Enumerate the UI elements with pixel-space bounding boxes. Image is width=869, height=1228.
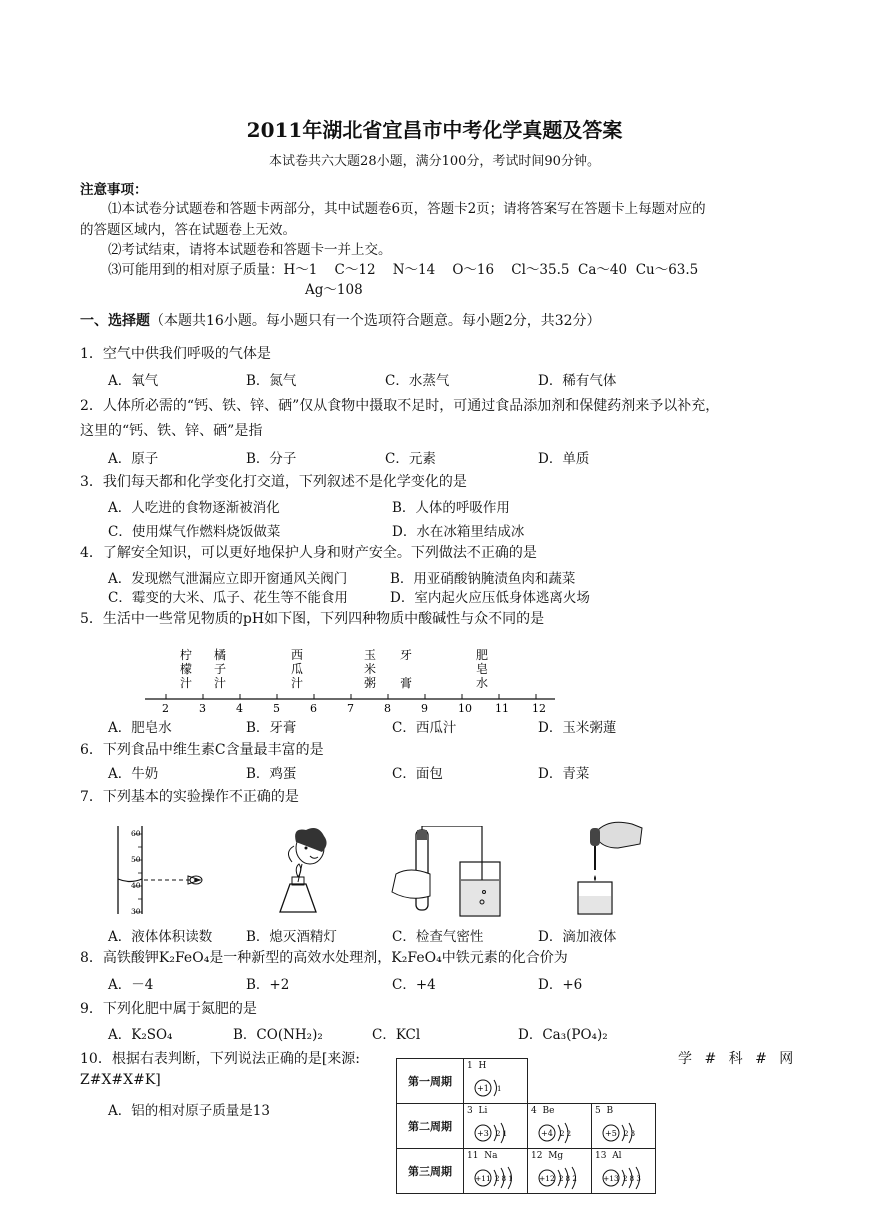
exam-info: 本试卷共六大题28小题，满分100分，考试时间90分钟。	[269, 154, 600, 169]
ph-label-lemon-1: 柠	[180, 648, 193, 662]
q5-stem: 5．生活中一些常见物质的pH如下图，下列四种物质中酸碱性与众不同的是	[80, 611, 545, 627]
svg-text:2 1: 2 1	[496, 1130, 508, 1138]
svg-text:汁: 汁	[291, 676, 304, 690]
svg-text:+5: +5	[605, 1129, 617, 1138]
svg-text:2 8 3: 2 8 3	[623, 1175, 641, 1183]
svg-text:2 2: 2 2	[560, 1130, 572, 1138]
q3-option-b: B．人体的呼吸作用	[392, 500, 510, 516]
element-cell-li: 3 Li +3 2 1	[464, 1104, 528, 1149]
ph-ticks	[162, 694, 546, 714]
note-1a: ⑴本试卷分试题卷和答题卡两部分，其中试题卷6页，答题卡2页；请将答案写在答题卡上每题对应的	[108, 201, 706, 217]
svg-text:+3: +3	[477, 1129, 489, 1138]
ph-tick-label: 3	[199, 702, 206, 714]
q7-option-b: B．熄灭酒精灯	[246, 929, 337, 945]
period-2-label: 第二周期	[397, 1104, 464, 1149]
period-3-label: 第三周期	[397, 1149, 464, 1194]
q6-option-b: B．鸡蛋	[246, 766, 297, 782]
q6-stem: 6．下列食品中维生素C含量最丰富的是	[80, 742, 324, 758]
q5-option-d: D．玉米粥蓮	[538, 720, 617, 736]
ph-tick-label: 2	[162, 702, 169, 714]
q8-option-b: B．+2	[246, 977, 290, 993]
q2-stem-2: 这里的“钙、铁、锌、硒”是指	[80, 423, 263, 439]
q1-option-a: A．氧气	[108, 373, 159, 389]
svg-text:瓜: 瓜	[291, 662, 304, 676]
q4-option-b: B．用亚硝酸钠腌渍鱼肉和蔬菜	[390, 571, 576, 587]
svg-text:2 8 2: 2 8 2	[559, 1175, 577, 1183]
q5-option-b: B．牙膏	[246, 720, 297, 736]
dropper-figure	[572, 818, 644, 918]
ph-tick-label: 9	[421, 702, 428, 714]
element-cell-b: 5 B +5 2 3	[592, 1104, 656, 1149]
q1-option-d: D．稀有气体	[538, 373, 617, 389]
q9-stem: 9．下列化肥中属于氮肥的是	[80, 1001, 257, 1017]
q5-option-a: A．肥皂水	[108, 720, 172, 736]
q3-stem: 3．我们每天都和化学变化打交道，下列叙述不是化学变化的是	[80, 474, 467, 490]
svg-text:汁: 汁	[214, 676, 227, 690]
q1-option-b: B．氮气	[246, 373, 297, 389]
q6-option-d: D．青菜	[538, 766, 590, 782]
note-3a: ⑶可能用到的相对原子质量：H～1 C～12 N～14 O～16 Cl～35.5 Ca～40 Cu～63.5	[108, 262, 699, 278]
ph-tick-label: 5	[273, 702, 280, 714]
svg-text:粥: 粥	[364, 676, 377, 690]
q9-option-d: D．Ca₃(PO₄)₂	[518, 1027, 608, 1043]
q8-stem: 8．高铁酸钾K₂FeO₄是一种新型的高效水处理剂，K₂FeO₄中铁元素的化合价为	[80, 950, 568, 966]
element-cell-be: 4 Be +4 2 2	[528, 1104, 592, 1149]
svg-text:牙: 牙	[400, 648, 413, 662]
svg-text:子: 子	[214, 662, 227, 676]
element-cell-mg: 12 Mg +12 2 8 2	[528, 1149, 592, 1194]
svg-text:膏: 膏	[400, 676, 413, 690]
q4-option-d: D．室内起火应压低身体逃离火场	[390, 590, 590, 606]
svg-text:米: 米	[364, 662, 377, 676]
ph-tick-label: 6	[310, 702, 317, 714]
section-label: 一、选择题	[80, 313, 150, 329]
svg-text:西: 西	[291, 648, 304, 662]
q2-stem-1: 2．人体所必需的“钙、铁、锌、硒”仅从食物中摄取不足时，可通过食品添加剂和保健药剂来予以补充，	[80, 398, 720, 414]
q7-option-c: C．检查气密性	[392, 929, 484, 945]
cyl-tick-60: 60	[131, 829, 141, 838]
ph-tick-label: 8	[384, 702, 391, 714]
note-3b: Ag～108	[305, 282, 363, 298]
ph-tick-label: 11	[495, 702, 509, 714]
q9-option-a: A．K₂SO₄	[108, 1027, 173, 1043]
svg-text:2 8 1: 2 8 1	[495, 1175, 513, 1183]
ph-tick-label: 12	[532, 702, 546, 714]
alcohol-lamp-figure	[262, 822, 352, 917]
svg-text:+11: +11	[475, 1174, 491, 1183]
q8-option-a: A．－4	[108, 977, 154, 993]
cyl-tick-30: 30	[131, 907, 141, 916]
q8-option-c: C．+4	[392, 977, 436, 993]
svg-text:1: 1	[497, 1085, 502, 1093]
airtightness-check-figure	[386, 826, 508, 918]
svg-text:+1: +1	[477, 1084, 489, 1093]
q8-option-d: D．+6	[538, 977, 583, 993]
cyl-tick-40: 40	[131, 881, 141, 890]
element-cell-na: 11 Na +11 2 8 1	[464, 1149, 528, 1194]
q1-stem: 1．空气中供我们呼吸的气体是	[80, 346, 271, 362]
ph-tick-label: 10	[458, 702, 472, 714]
q1-option-c: C．水蒸气	[385, 373, 450, 389]
element-cell-al: 13 Al +13 2 8 3	[592, 1149, 656, 1194]
ph-tick-label: 4	[236, 702, 243, 714]
q4-option-a: A．发现燃气泄漏应立即开窗通风关阀门	[108, 571, 348, 587]
q2-option-d: D．单质	[538, 451, 590, 467]
svg-text:皂: 皂	[476, 662, 489, 676]
notes-heading: 注意事项：	[80, 182, 148, 198]
svg-text:汁: 汁	[180, 676, 193, 690]
q9-option-c: C．KCl	[372, 1027, 421, 1043]
section-desc: （本题共16小题。每小题只有一个选项符合题意。每小题2分，共32分）	[150, 313, 601, 329]
note-2: ⑵考试结束，请将本试题卷和答题卡一并上交。	[108, 242, 392, 258]
note-1b: 的答题区域内，答在试题卷上无效。	[80, 222, 296, 238]
svg-text:檬: 檬	[180, 662, 193, 676]
q6-option-a: A．牛奶	[108, 766, 159, 782]
q7-option-a: A．液体体积读数	[108, 929, 213, 945]
ph-tick-label: 7	[347, 702, 354, 714]
svg-text:+4: +4	[541, 1129, 553, 1138]
svg-text:橘: 橘	[214, 648, 227, 662]
q7-option-d: D．滴加液体	[538, 929, 617, 945]
q3-option-a: A．人吃进的食物逐渐被消化	[108, 500, 280, 516]
page-title: 2011年湖北省宜昌市中考化学真题及答案	[246, 118, 623, 142]
q10-source-right: 学 # 科 # 网	[678, 1051, 794, 1067]
svg-text:+12: +12	[539, 1174, 555, 1183]
q5-option-c: C．西瓜汁	[392, 720, 457, 736]
svg-text:玉: 玉	[364, 648, 377, 662]
period-1-label: 第一周期	[397, 1059, 464, 1104]
graduated-cylinder-figure	[108, 824, 208, 916]
q6-option-c: C．面包	[392, 766, 443, 782]
q2-option-a: A．原子	[108, 451, 159, 467]
q3-option-d: D．水在冰箱里结成冰	[392, 524, 525, 540]
cyl-tick-50: 50	[131, 855, 141, 864]
element-cell-h: 1 H +1 1	[464, 1059, 528, 1104]
q2-option-b: B．分子	[246, 451, 297, 467]
svg-text:+13: +13	[603, 1174, 619, 1183]
q4-stem: 4．了解安全知识，可以更好地保护人身和财产安全。下列做法不正确的是	[80, 545, 537, 561]
svg-text:2 3: 2 3	[624, 1130, 636, 1138]
periodic-table	[396, 1058, 656, 1194]
q10-source-2: Z#X#X#K]	[80, 1072, 161, 1088]
q10-stem: 10．根据右表判断，下列说法正确的是[来源:	[80, 1051, 360, 1067]
ph-scale-figure	[140, 642, 560, 714]
q7-stem: 7．下列基本的实验操作不正确的是	[80, 789, 299, 805]
q2-option-c: C．元素	[385, 451, 436, 467]
q3-option-c: C．使用煤气作燃料烧饭做菜	[108, 524, 281, 540]
svg-text:肥: 肥	[476, 648, 489, 662]
q4-option-c: C．霉变的大米、瓜子、花生等不能食用	[108, 590, 348, 606]
q10-option-a: A．铝的相对原子质量是13	[108, 1103, 270, 1119]
svg-text:水: 水	[476, 676, 489, 690]
q9-option-b: B．CO(NH₂)₂	[233, 1027, 323, 1043]
